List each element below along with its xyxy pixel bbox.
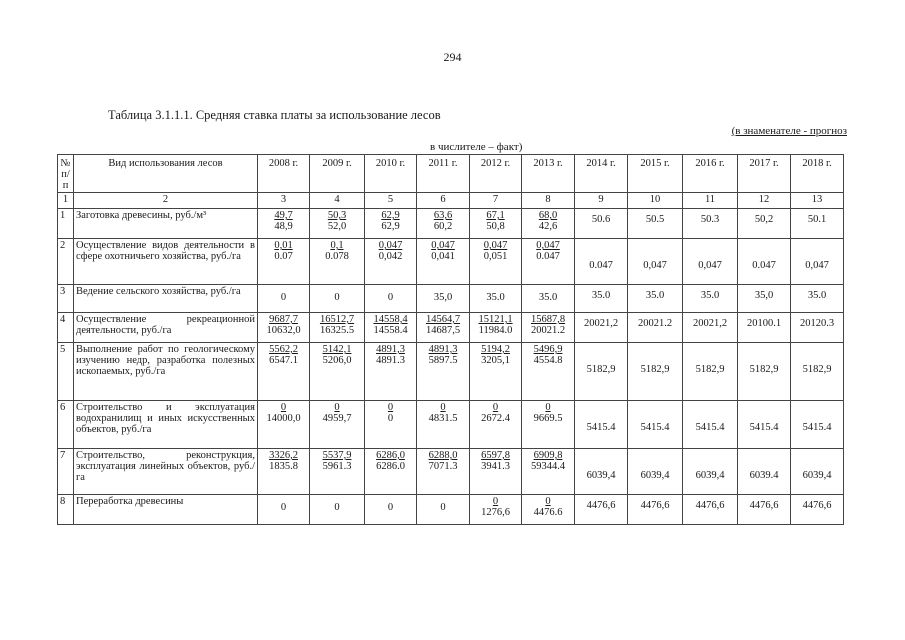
value-cell xyxy=(258,239,310,285)
header-cell: 2010 г. xyxy=(365,155,417,193)
denominator-note: (в знаменателе - прогноз xyxy=(731,125,847,137)
forecast-value: 1276,6 xyxy=(481,507,510,518)
fact-value: 0 xyxy=(440,502,446,513)
forecast-value: 4476,6 xyxy=(802,500,832,511)
forecast-cell xyxy=(791,449,844,495)
forecast-cell xyxy=(683,495,738,525)
forecast-value: 5415.4 xyxy=(802,422,832,433)
forecast-value: 20021.2 xyxy=(530,325,566,336)
fact-value: 15687,8 xyxy=(530,314,566,325)
table-row xyxy=(58,313,844,343)
forecast-value: 4476,6 xyxy=(749,500,779,511)
forecast-value: 0,041 xyxy=(431,251,455,262)
forecast-value: 50.1 xyxy=(807,214,827,225)
forecast-cell xyxy=(738,239,791,285)
row-number: 2 xyxy=(58,239,74,285)
row-number: 4 xyxy=(58,313,74,343)
forecast-value: 6039,4 xyxy=(640,470,670,481)
forecast-value: 20021,2 xyxy=(692,318,728,329)
fact-value: 14558,4 xyxy=(373,314,408,325)
forecast-cell xyxy=(683,239,738,285)
forecast-value: 20021.2 xyxy=(637,318,673,329)
forecast-value: 0,047 xyxy=(805,260,829,271)
forecast-cell xyxy=(628,449,683,495)
forecast-value: 3205,1 xyxy=(481,355,510,366)
value-cell xyxy=(365,401,417,449)
value-cell xyxy=(417,343,470,401)
value-cell xyxy=(470,401,522,449)
forecast-value: 5206,0 xyxy=(322,355,352,366)
fact-value: 5142,1 xyxy=(322,344,352,355)
fact-value: 0,047 xyxy=(483,240,508,251)
row-name: Строительство и эксплуатация водохранилищ и иных искусственных объектов, руб./га xyxy=(74,401,258,449)
forecast-cell xyxy=(683,285,738,313)
forecast-cell xyxy=(791,285,844,313)
row-name: Заготовка древесины, руб./м³ xyxy=(74,209,258,239)
header-cell: 2015 г. xyxy=(628,155,683,193)
forecast-cell xyxy=(628,401,683,449)
row-number: 6 xyxy=(58,401,74,449)
fact-value: 0,01 xyxy=(274,240,293,251)
value-cell xyxy=(310,209,365,239)
header-cell: 2014 г. xyxy=(575,155,628,193)
forecast-cell xyxy=(738,209,791,239)
value-cell xyxy=(310,313,365,343)
value-cell xyxy=(522,449,575,495)
column-number-cell: 9 xyxy=(575,193,628,209)
table-row xyxy=(58,285,844,313)
forecast-value: 20100.1 xyxy=(746,318,782,329)
column-number-cell: 7 xyxy=(470,193,522,209)
forecast-cell xyxy=(738,343,791,401)
forecast-cell xyxy=(738,495,791,525)
forecast-cell xyxy=(575,343,628,401)
value-cell xyxy=(470,285,522,313)
forecast-value: 6547.1 xyxy=(269,355,298,366)
value-cell xyxy=(470,495,522,525)
fact-value: 6286,0 xyxy=(376,450,405,461)
forecast-value: 3941.3 xyxy=(481,461,510,472)
table-row xyxy=(58,343,844,401)
value-cell xyxy=(258,343,310,401)
value-cell xyxy=(258,449,310,495)
forecast-value: 35.0 xyxy=(591,290,611,301)
forecast-value: 5415.4 xyxy=(695,422,725,433)
row-number: 7 xyxy=(58,449,74,495)
forecast-cell xyxy=(575,401,628,449)
fact-value: 0,047 xyxy=(431,240,455,251)
value-cell xyxy=(522,239,575,285)
forecast-cell xyxy=(628,239,683,285)
row-name: Выполнение работ по геологическому изучению недр, разработка полезных ископаемых, руб./га xyxy=(74,343,258,401)
row-name: Переработка древесины xyxy=(74,495,258,525)
table-title: Таблица 3.1.1.1. Средняя ставка платы за использование лесов xyxy=(108,108,441,122)
forecast-value: 4891.3 xyxy=(376,355,405,366)
value-cell xyxy=(417,495,470,525)
value-cell xyxy=(522,313,575,343)
fact-value: 0 xyxy=(492,496,499,507)
forecast-value: 5182,9 xyxy=(640,364,670,375)
forecast-value: 6039.4 xyxy=(749,470,779,481)
fact-value: 0 xyxy=(387,292,394,303)
forecast-value: 5415.4 xyxy=(749,422,779,433)
forecast-value: 4554.8 xyxy=(533,355,563,366)
fact-value: 5537,9 xyxy=(322,450,352,461)
row-number: 8 xyxy=(58,495,74,525)
column-number-cell: 8 xyxy=(522,193,575,209)
forecast-value: 5182,9 xyxy=(749,364,779,375)
numerator-note: в числителе – факт) xyxy=(430,141,523,153)
forecast-value: 0,042 xyxy=(378,251,403,262)
forecast-cell xyxy=(628,313,683,343)
value-cell xyxy=(310,401,365,449)
value-cell xyxy=(310,343,365,401)
column-number-cell: 5 xyxy=(365,193,417,209)
value-cell xyxy=(365,239,417,285)
fact-value: 0 xyxy=(280,292,287,303)
forecast-value: 48,9 xyxy=(274,221,293,232)
fact-value: 0 xyxy=(334,502,340,513)
table-row xyxy=(58,495,844,525)
value-cell xyxy=(522,401,575,449)
row-name: Осуществление видов деятельности в сфере охотничьего хозяйства, руб./га xyxy=(74,239,258,285)
value-cell xyxy=(417,401,470,449)
forecast-cell xyxy=(738,285,791,313)
header-row xyxy=(58,155,844,193)
header-cell: 2016 г. xyxy=(683,155,738,193)
forecast-value: 4476,6 xyxy=(640,500,670,511)
column-number-cell: 3 xyxy=(258,193,310,209)
value-cell xyxy=(522,343,575,401)
value-cell xyxy=(310,495,365,525)
forecast-cell xyxy=(683,401,738,449)
fact-value: 0,047 xyxy=(378,240,403,251)
fact-value: 0 xyxy=(280,502,287,513)
forecast-cell xyxy=(791,343,844,401)
forecast-value: 52,0 xyxy=(327,221,347,232)
forecast-cell xyxy=(791,209,844,239)
value-cell xyxy=(470,449,522,495)
column-number-cell: 10 xyxy=(628,193,683,209)
fact-value: 4891,3 xyxy=(428,344,458,355)
forecast-cell xyxy=(683,449,738,495)
forecast-value: 5415.4 xyxy=(640,422,670,433)
value-cell xyxy=(258,313,310,343)
forest-use-rates-table xyxy=(57,154,844,525)
forecast-value: 0.078 xyxy=(325,251,349,262)
forecast-value: 35,0 xyxy=(754,290,774,301)
forecast-value: 14687,5 xyxy=(425,325,461,336)
value-cell xyxy=(258,401,310,449)
forecast-cell xyxy=(628,209,683,239)
fact-value: 0 xyxy=(545,402,551,413)
column-number-cell: 13 xyxy=(791,193,844,209)
header-cell: 2012 г. xyxy=(470,155,522,193)
fact-value: 6597,8 xyxy=(481,450,510,461)
table-row xyxy=(58,239,844,285)
row-name: Ведение сельского хозяйства, руб./га xyxy=(74,285,258,313)
value-cell xyxy=(365,313,417,343)
forecast-value: 5415.4 xyxy=(586,422,616,433)
forecast-cell xyxy=(628,495,683,525)
fact-value: 9687,7 xyxy=(269,314,298,325)
forecast-value: 5897.5 xyxy=(428,355,458,366)
row-number: 3 xyxy=(58,285,74,313)
value-cell xyxy=(417,313,470,343)
forecast-value: 2672.4 xyxy=(481,413,510,424)
forecast-value: 50,2 xyxy=(754,214,774,225)
value-cell xyxy=(310,285,365,313)
fact-value: 50,3 xyxy=(327,210,347,221)
forecast-cell xyxy=(575,495,628,525)
forecast-value: 7071.3 xyxy=(428,461,458,472)
forecast-value: 42,6 xyxy=(538,221,558,232)
value-cell xyxy=(470,343,522,401)
forecast-value: 20021,2 xyxy=(583,318,619,329)
header-cell: 2009 г. xyxy=(310,155,365,193)
value-cell xyxy=(365,285,417,313)
column-number-cell: 4 xyxy=(310,193,365,209)
value-cell xyxy=(258,209,310,239)
value-cell xyxy=(365,343,417,401)
forecast-value: 4476.6 xyxy=(533,507,563,518)
forecast-value: 35.0 xyxy=(700,290,720,301)
forecast-value: 5182,9 xyxy=(802,364,832,375)
fact-value: 0 xyxy=(387,502,394,513)
forecast-value: 6039,4 xyxy=(586,470,616,481)
forecast-cell xyxy=(575,313,628,343)
column-number-cell: 2 xyxy=(74,193,258,209)
header-cell: 2017 г. xyxy=(738,155,791,193)
fact-value: 62,9 xyxy=(381,210,400,221)
fact-value: 5496,9 xyxy=(533,344,563,355)
value-cell xyxy=(417,239,470,285)
fact-value: 14564,7 xyxy=(425,314,461,325)
header-cell: 2011 г. xyxy=(417,155,470,193)
fact-value: 0 xyxy=(440,402,446,413)
value-cell xyxy=(258,285,310,313)
fact-value: 15121,1 xyxy=(478,314,513,325)
forecast-value: 62,9 xyxy=(381,221,400,232)
forecast-value: 20120.3 xyxy=(799,318,835,329)
forecast-cell xyxy=(575,209,628,239)
fact-value: 0 xyxy=(334,402,340,413)
forecast-cell xyxy=(791,401,844,449)
value-cell xyxy=(310,239,365,285)
forecast-cell xyxy=(738,449,791,495)
forecast-value: 4476,6 xyxy=(695,500,725,511)
forecast-value: 50.6 xyxy=(591,214,611,225)
value-cell xyxy=(522,285,575,313)
forecast-cell xyxy=(575,239,628,285)
value-cell xyxy=(522,495,575,525)
fact-value: 67,1 xyxy=(486,210,505,221)
fact-value: 4891,3 xyxy=(376,344,405,355)
value-cell xyxy=(417,285,470,313)
forecast-value: 50.3 xyxy=(700,214,720,225)
value-cell xyxy=(365,449,417,495)
row-name: Осуществление рекреационной деятельности, руб./га xyxy=(74,313,258,343)
forecast-value: 0 xyxy=(387,413,394,424)
fact-value: 6909,8 xyxy=(533,450,563,461)
fact-value: 0,047 xyxy=(536,240,560,251)
value-cell xyxy=(522,209,575,239)
fact-value: 6288,0 xyxy=(428,450,458,461)
forecast-cell xyxy=(628,343,683,401)
forecast-value: 6039,4 xyxy=(695,470,725,481)
fact-value: 0 xyxy=(280,402,287,413)
value-cell xyxy=(470,239,522,285)
fact-value: 0 xyxy=(545,496,551,507)
header-cell: 2018 г. xyxy=(791,155,844,193)
fact-value: 63,6 xyxy=(433,210,453,221)
fact-value: 16512,7 xyxy=(319,314,355,325)
forecast-value: 4476,6 xyxy=(586,500,616,511)
forecast-value: 14000,0 xyxy=(266,413,301,424)
header-cell: Вид использования лесов xyxy=(74,155,258,193)
value-cell xyxy=(365,209,417,239)
forecast-cell xyxy=(791,239,844,285)
forecast-cell xyxy=(791,313,844,343)
forecast-value: 6286.0 xyxy=(376,461,405,472)
header-cell: № п/п xyxy=(58,155,74,193)
table-row xyxy=(58,401,844,449)
value-cell xyxy=(417,209,470,239)
fact-value: 49,7 xyxy=(274,210,293,221)
forecast-value: 5182,9 xyxy=(586,364,616,375)
fact-value: 35.0 xyxy=(538,292,558,303)
forecast-cell xyxy=(683,209,738,239)
forecast-value: 59344.4 xyxy=(530,461,566,472)
forecast-value: 4831.5 xyxy=(428,413,458,424)
fact-value: 5194,2 xyxy=(481,344,510,355)
forecast-value: 50.5 xyxy=(645,214,665,225)
column-number-cell: 6 xyxy=(417,193,470,209)
forecast-value: 0.047 xyxy=(752,260,776,271)
forecast-value: 14558.4 xyxy=(373,325,408,336)
forecast-value: 5182,9 xyxy=(695,364,725,375)
row-name: Строительство, реконструкция, эксплуатация линейных объектов, руб./га xyxy=(74,449,258,495)
forecast-value: 35.0 xyxy=(645,290,665,301)
fact-value: 0 xyxy=(334,292,340,303)
fact-value: 68,0 xyxy=(538,210,558,221)
row-number: 5 xyxy=(58,343,74,401)
row-number: 1 xyxy=(58,209,74,239)
forecast-value: 0.047 xyxy=(589,260,613,271)
fact-value: 35,0 xyxy=(433,292,453,303)
forecast-value: 4959,7 xyxy=(322,413,352,424)
value-cell xyxy=(470,209,522,239)
forecast-value: 60,2 xyxy=(433,221,453,232)
forecast-value: 35.0 xyxy=(807,290,827,301)
forecast-value: 6039,4 xyxy=(802,470,832,481)
forecast-cell xyxy=(683,343,738,401)
fact-value: 5562,2 xyxy=(269,344,298,355)
forecast-cell xyxy=(683,313,738,343)
forecast-cell xyxy=(791,495,844,525)
forecast-cell xyxy=(575,285,628,313)
table-row xyxy=(58,209,844,239)
forecast-cell xyxy=(575,449,628,495)
fact-value: 0,1 xyxy=(330,240,344,251)
column-number-cell: 1 xyxy=(58,193,74,209)
value-cell xyxy=(310,449,365,495)
forecast-value: 1835.8 xyxy=(269,461,298,472)
value-cell xyxy=(258,495,310,525)
forecast-value: 0,051 xyxy=(483,251,508,262)
table-row xyxy=(58,449,844,495)
forecast-value: 10632,0 xyxy=(266,325,301,336)
forecast-value: 5961.3 xyxy=(322,461,352,472)
forecast-value: 0.07 xyxy=(274,251,293,262)
fact-value: 0 xyxy=(492,402,499,413)
column-number-cell: 12 xyxy=(738,193,791,209)
forecast-cell xyxy=(628,285,683,313)
forecast-cell xyxy=(738,313,791,343)
value-cell xyxy=(417,449,470,495)
column-number-row xyxy=(58,193,844,209)
forecast-value: 16325.5 xyxy=(319,325,355,336)
forecast-value: 11984.0 xyxy=(478,325,513,336)
fact-value: 35.0 xyxy=(486,292,505,303)
forecast-value: 0,047 xyxy=(643,260,667,271)
forecast-value: 50,8 xyxy=(486,221,505,232)
header-cell: 2008 г. xyxy=(258,155,310,193)
value-cell xyxy=(470,313,522,343)
column-number-cell: 11 xyxy=(683,193,738,209)
header-cell: 2013 г. xyxy=(522,155,575,193)
page-number: 294 xyxy=(443,50,462,64)
forecast-value: 0,047 xyxy=(698,260,722,271)
fact-value: 0 xyxy=(387,402,394,413)
fact-value: 3326,2 xyxy=(269,450,298,461)
forecast-value: 0.047 xyxy=(536,251,560,262)
forecast-cell xyxy=(738,401,791,449)
value-cell xyxy=(365,495,417,525)
forecast-value: 9669.5 xyxy=(533,413,563,424)
